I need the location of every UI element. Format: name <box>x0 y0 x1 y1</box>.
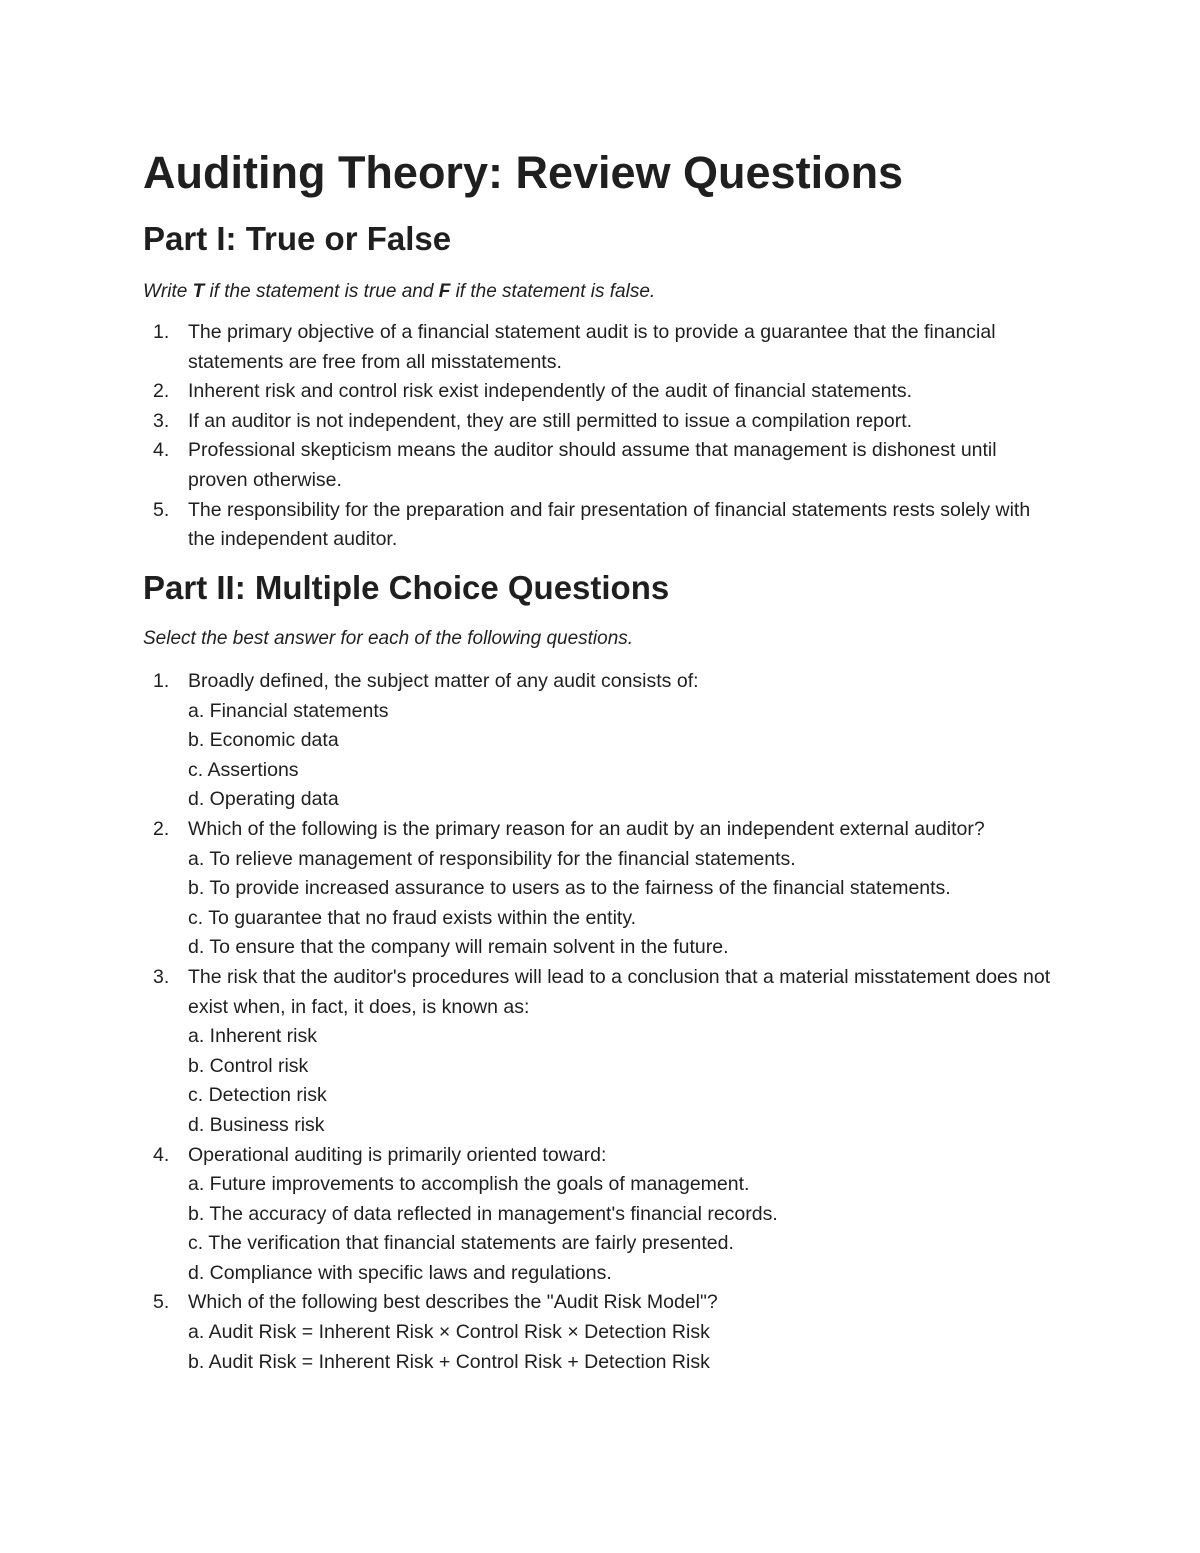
answer-option: a. Future improvements to accomplish the goals of management. <box>188 1173 750 1196</box>
answer-option: d. Compliance with specific laws and regulations. <box>188 1261 612 1284</box>
item-text: Inherent risk and control risk exist independently of the audit of financial statements. <box>188 380 913 403</box>
true-false-item <box>143 496 1053 555</box>
item-number: 4. <box>153 439 170 462</box>
item-number: 1. <box>153 321 170 343</box>
answer-option: b. To provide increased assurance to users as to the fairness of the financial statements. <box>188 877 951 900</box>
answer-option: b. Economic data <box>188 729 339 752</box>
question-item <box>143 667 1053 815</box>
question-number: 5. <box>153 1291 170 1314</box>
true-false-item <box>143 407 1053 437</box>
part-two-heading: Part II: Multiple Choice Questions <box>143 569 670 606</box>
true-false-item <box>143 377 1053 407</box>
question-text: Which of the following is the primary reason for an audit by an independent external auditor? <box>188 817 985 840</box>
answer-option: d. Operating data <box>188 788 339 811</box>
answer-option: a. Inherent risk <box>188 1025 317 1048</box>
instruction-true-letter: T <box>192 281 205 302</box>
true-false-item <box>143 318 1053 377</box>
true-false-list <box>143 318 1053 555</box>
answer-option: b. Control risk <box>188 1054 309 1077</box>
answer-option: a. Audit Risk = Inherent Risk × Control Risk × Detection Risk <box>188 1321 710 1344</box>
question-number: 4. <box>153 1143 170 1166</box>
part-one-heading: Part I: True or False <box>143 220 452 257</box>
item-number: 5. <box>153 498 170 521</box>
part-one-instruction <box>143 277 655 307</box>
item-text: The responsibility for the preparation and fair presentation of financial statements rests solely with the independent auditor. <box>188 498 1031 551</box>
item-text: If an auditor is not independent, they are still permitted to issue a compilation report. <box>188 409 913 432</box>
answer-option: c. Assertions <box>188 758 299 781</box>
answer-option: b. Audit Risk = Inherent Risk + Control Risk + Detection Risk <box>188 1350 710 1373</box>
multiple-choice-list <box>143 667 1053 1377</box>
question-text: Broadly defined, the subject matter of any audit consists of: <box>188 670 699 692</box>
true-false-item <box>143 436 1053 495</box>
item-number: 3. <box>153 409 170 432</box>
question-item <box>143 815 1053 963</box>
question-item <box>143 963 1053 1141</box>
question-text: Operational auditing is primarily oriented toward: <box>188 1143 607 1166</box>
answer-option: d. To ensure that the company will remain solvent in the future. <box>188 936 729 959</box>
answer-option: b. The accuracy of data reflected in management's financial records. <box>188 1202 778 1225</box>
instruction-text: Write <box>143 281 193 302</box>
question-text: Which of the following best describes the "Audit Risk Model"? <box>188 1291 718 1314</box>
instruction-text: if the statement is false. <box>450 281 656 302</box>
question-number: 3. <box>153 965 170 988</box>
answer-option: a. To relieve management of responsibility for the financial statements. <box>188 847 796 870</box>
answer-option: c. Detection risk <box>188 1084 327 1107</box>
answer-option: c. To guarantee that no fraud exists within the entity. <box>188 906 637 929</box>
answer-option: a. Financial statements <box>188 699 389 722</box>
question-text: The risk that the auditor's procedures will lead to a conclusion that a material misstatement does not exist when, in fact, it does, is known as: <box>188 965 1051 1018</box>
question-item <box>143 1141 1053 1289</box>
question-item <box>143 1288 1053 1377</box>
question-number: 1. <box>153 670 170 692</box>
question-number: 2. <box>153 817 170 840</box>
instruction-text: if the statement is true and <box>204 281 439 302</box>
item-text: Professional skepticism means the auditor should assume that management is dishonest until proven otherwise. <box>188 439 997 491</box>
document-title: Auditing Theory: Review Questions <box>143 147 904 198</box>
answer-option: d. Business risk <box>188 1113 325 1136</box>
instruction-false-letter: F <box>438 281 451 302</box>
answer-option: c. The verification that financial statements are fairly presented. <box>188 1232 734 1255</box>
item-number: 2. <box>153 380 170 403</box>
part-two-instruction: Select the best answer for each of the following questions. <box>143 628 634 649</box>
item-text: The primary objective of a financial statement audit is to provide a guarantee that the financial statements are free from all misstatements. <box>188 321 996 373</box>
